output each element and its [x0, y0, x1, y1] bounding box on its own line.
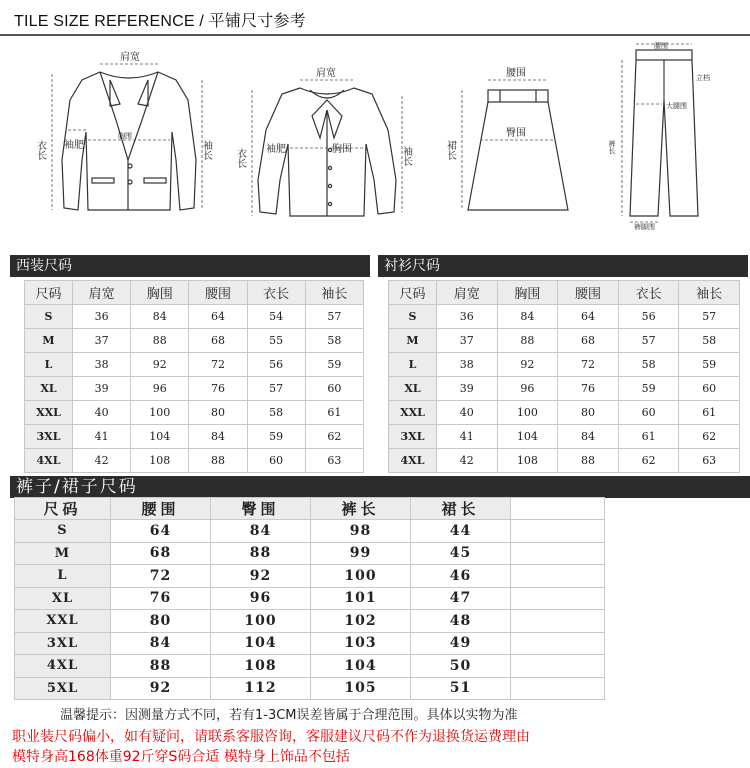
column-header: 尺码 [15, 498, 111, 520]
value-cell: 50 [411, 655, 511, 678]
shirt-length-label: 衣长 [234, 148, 246, 168]
size-cell: 3XL [389, 425, 437, 449]
size-cell: XXL [389, 401, 437, 425]
value-cell: 45 [411, 542, 511, 565]
pants-thigh-label: 大腿围 [666, 102, 687, 110]
pants-illustration [600, 40, 730, 230]
blazer-length-label: 衣长 [34, 140, 46, 160]
value-cell: 84 [111, 632, 211, 655]
blazer-shoulder-label: 肩宽 [120, 52, 140, 63]
value-cell: 96 [131, 377, 189, 401]
blank-cell [511, 655, 605, 678]
value-cell: 72 [558, 353, 619, 377]
table-row [389, 329, 740, 353]
value-cell: 76 [111, 587, 211, 610]
column-header: 袖长 [305, 281, 363, 305]
table-row [15, 542, 605, 565]
shirt-table-title: 衬衫尺码 [378, 255, 748, 277]
value-cell: 84 [558, 425, 619, 449]
table-row [389, 401, 740, 425]
value-cell: 112 [211, 677, 311, 700]
table-header-row [25, 281, 364, 305]
value-cell: 88 [497, 329, 558, 353]
size-cell: 5XL [15, 677, 111, 700]
size-cell: M [15, 542, 111, 565]
value-cell: 108 [211, 655, 311, 678]
shirt-sleeve-width-label: 袖肥 [266, 144, 286, 155]
value-cell: 62 [679, 425, 740, 449]
table-row [15, 587, 605, 610]
value-cell: 41 [73, 425, 131, 449]
shirt-chest-label: 胸围 [332, 144, 352, 155]
column-header: 臀围 [211, 498, 311, 520]
value-cell: 59 [247, 425, 305, 449]
suit-table-body [25, 305, 364, 473]
pants-rise-label: 立档 [696, 74, 710, 82]
value-cell: 36 [437, 305, 498, 329]
size-cell: M [389, 329, 437, 353]
value-cell: 108 [497, 449, 558, 473]
value-cell: 63 [679, 449, 740, 473]
size-cell: S [25, 305, 73, 329]
pants-table-body [15, 520, 605, 700]
value-cell: 49 [411, 632, 511, 655]
column-header: 裙长 [411, 498, 511, 520]
column-header: 尺码 [389, 281, 437, 305]
value-cell: 68 [111, 542, 211, 565]
table-row [25, 305, 364, 329]
tip-note: 温馨提示：因测量方式不同，若有1-3CM误差皆属于合理范围。具体以实物为准 [60, 708, 518, 723]
value-cell: 60 [305, 377, 363, 401]
size-cell: 3XL [25, 425, 73, 449]
table-row [15, 565, 605, 588]
value-cell: 58 [618, 353, 679, 377]
size-cell: XL [25, 377, 73, 401]
column-header: 尺码 [25, 281, 73, 305]
value-cell: 98 [311, 520, 411, 543]
blazer-illustration [30, 40, 220, 230]
suit-size-table [24, 280, 364, 473]
column-header: 肩宽 [73, 281, 131, 305]
value-cell: 55 [247, 329, 305, 353]
value-cell: 100 [131, 401, 189, 425]
pants-waist-label: 腰围 [654, 42, 668, 50]
value-cell: 72 [189, 353, 247, 377]
shirt-sleeve-length-label: 袖长 [400, 146, 412, 166]
blazer-sleeve-length-label: 袖长 [200, 140, 212, 160]
value-cell: 38 [437, 353, 498, 377]
value-cell: 58 [247, 401, 305, 425]
blazer-drawing [30, 40, 220, 230]
table-row [389, 449, 740, 473]
value-cell: 48 [411, 610, 511, 633]
value-cell: 61 [679, 401, 740, 425]
skirt-drawing [440, 40, 590, 230]
page-title: TILE SIZE REFERENCE / 平铺尺寸参考 [14, 13, 306, 30]
column-header: 裤长 [311, 498, 411, 520]
size-cell: 4XL [25, 449, 73, 473]
value-cell: 84 [497, 305, 558, 329]
value-cell: 39 [437, 377, 498, 401]
blazer-chest-label: 胸围 [118, 132, 132, 140]
blank-cell [511, 565, 605, 588]
value-cell: 61 [305, 401, 363, 425]
value-cell: 104 [311, 655, 411, 678]
value-cell: 58 [679, 329, 740, 353]
value-cell: 56 [247, 353, 305, 377]
column-header: 腰围 [189, 281, 247, 305]
shirt-drawing [230, 40, 420, 230]
value-cell: 101 [311, 587, 411, 610]
value-cell: 62 [305, 425, 363, 449]
blank-cell [511, 542, 605, 565]
value-cell: 100 [497, 401, 558, 425]
pants-table-header [15, 498, 605, 520]
value-cell: 38 [73, 353, 131, 377]
size-cell: L [25, 353, 73, 377]
value-cell: 57 [618, 329, 679, 353]
value-cell: 68 [558, 329, 619, 353]
value-cell: 41 [437, 425, 498, 449]
value-cell: 92 [131, 353, 189, 377]
value-cell: 42 [437, 449, 498, 473]
table-row [389, 353, 740, 377]
value-cell: 59 [618, 377, 679, 401]
table-header-row [15, 498, 605, 520]
pants-length-label: 裤长 [608, 140, 616, 154]
value-cell: 100 [211, 610, 311, 633]
value-cell: 68 [189, 329, 247, 353]
value-cell: 54 [247, 305, 305, 329]
value-cell: 88 [111, 655, 211, 678]
pants-size-table [14, 497, 605, 700]
blank-column-header [511, 498, 605, 520]
value-cell: 104 [211, 632, 311, 655]
value-cell: 84 [189, 425, 247, 449]
header-divider [0, 34, 750, 36]
value-cell: 59 [305, 353, 363, 377]
value-cell: 40 [73, 401, 131, 425]
value-cell: 92 [111, 677, 211, 700]
value-cell: 47 [411, 587, 511, 610]
size-cell: XXL [25, 401, 73, 425]
shirt-table-header [389, 281, 740, 305]
column-header: 腰围 [558, 281, 619, 305]
column-header: 肩宽 [437, 281, 498, 305]
table-row [25, 329, 364, 353]
skirt-waist-label: 腰围 [506, 68, 526, 79]
table-row [389, 377, 740, 401]
size-cell: L [389, 353, 437, 377]
value-cell: 76 [189, 377, 247, 401]
value-cell: 57 [305, 305, 363, 329]
value-cell: 99 [311, 542, 411, 565]
value-cell: 46 [411, 565, 511, 588]
skirt-length-label: 裙长 [444, 140, 456, 160]
table-row [15, 677, 605, 700]
suit-table-title: 西装尺码 [10, 255, 370, 277]
value-cell: 60 [247, 449, 305, 473]
value-cell: 62 [618, 449, 679, 473]
value-cell: 63 [305, 449, 363, 473]
table-row [389, 305, 740, 329]
size-cell: XL [389, 377, 437, 401]
suit-table-header [25, 281, 364, 305]
value-cell: 76 [558, 377, 619, 401]
blank-cell [511, 610, 605, 633]
shirt-illustration [230, 40, 420, 230]
value-cell: 37 [73, 329, 131, 353]
value-cell: 80 [558, 401, 619, 425]
value-cell: 64 [189, 305, 247, 329]
table-row [25, 425, 364, 449]
size-cell: M [25, 329, 73, 353]
blank-cell [511, 632, 605, 655]
column-header: 衣长 [247, 281, 305, 305]
table-row [15, 610, 605, 633]
table-row [15, 520, 605, 543]
value-cell: 92 [211, 565, 311, 588]
value-cell: 96 [211, 587, 311, 610]
table-row [25, 353, 364, 377]
value-cell: 105 [311, 677, 411, 700]
value-cell: 51 [411, 677, 511, 700]
shirt-size-table [388, 280, 740, 473]
table-row [25, 449, 364, 473]
value-cell: 108 [131, 449, 189, 473]
blank-cell [511, 677, 605, 700]
size-cell: 4XL [389, 449, 437, 473]
value-cell: 40 [437, 401, 498, 425]
pants-table-title: 裤子/裙子尺码 [10, 476, 750, 498]
column-header: 袖长 [679, 281, 740, 305]
value-cell: 88 [558, 449, 619, 473]
value-cell: 102 [311, 610, 411, 633]
size-cell: 3XL [15, 632, 111, 655]
size-cell: S [15, 520, 111, 543]
size-cell: 4XL [15, 655, 111, 678]
blazer-sleeve-width-label: 袖肥 [64, 140, 84, 151]
column-header: 衣长 [618, 281, 679, 305]
size-cell: XL [15, 587, 111, 610]
pants-drawing [600, 40, 730, 230]
warning-note-1: 职业装尺码偏小，如有疑问，请联系客服咨询，客服建议尺码不作为退换货运费理由 [12, 729, 530, 745]
blank-cell [511, 520, 605, 543]
value-cell: 88 [131, 329, 189, 353]
value-cell: 80 [189, 401, 247, 425]
value-cell: 64 [558, 305, 619, 329]
value-cell: 96 [497, 377, 558, 401]
value-cell: 36 [73, 305, 131, 329]
table-header-row [389, 281, 740, 305]
value-cell: 84 [211, 520, 311, 543]
value-cell: 60 [679, 377, 740, 401]
table-row [25, 401, 364, 425]
table-row [15, 632, 605, 655]
value-cell: 61 [618, 425, 679, 449]
value-cell: 56 [618, 305, 679, 329]
value-cell: 58 [305, 329, 363, 353]
page-header [0, 0, 750, 36]
value-cell: 103 [311, 632, 411, 655]
pants-hem-label: 裤脚围 [634, 223, 655, 230]
skirt-hip-label: 臀围 [506, 128, 526, 139]
value-cell: 37 [437, 329, 498, 353]
table-row [25, 377, 364, 401]
column-header: 腰围 [111, 498, 211, 520]
value-cell: 72 [111, 565, 211, 588]
blank-cell [511, 587, 605, 610]
value-cell: 39 [73, 377, 131, 401]
value-cell: 44 [411, 520, 511, 543]
column-header: 胸围 [131, 281, 189, 305]
value-cell: 80 [111, 610, 211, 633]
value-cell: 42 [73, 449, 131, 473]
table-row [389, 425, 740, 449]
value-cell: 88 [189, 449, 247, 473]
size-cell: L [15, 565, 111, 588]
column-header: 胸围 [497, 281, 558, 305]
value-cell: 88 [211, 542, 311, 565]
size-cell: S [389, 305, 437, 329]
value-cell: 104 [497, 425, 558, 449]
size-cell: XXL [15, 610, 111, 633]
table-row [15, 655, 605, 678]
value-cell: 64 [111, 520, 211, 543]
value-cell: 60 [618, 401, 679, 425]
value-cell: 104 [131, 425, 189, 449]
skirt-illustration [440, 40, 590, 230]
value-cell: 59 [679, 353, 740, 377]
warning-note-2: 模特身高168体重92斤穿S码合适 模特身上饰品不包括 [12, 749, 350, 765]
shirt-table-body [389, 305, 740, 473]
value-cell: 57 [679, 305, 740, 329]
value-cell: 84 [131, 305, 189, 329]
value-cell: 92 [497, 353, 558, 377]
shirt-shoulder-label: 肩宽 [316, 68, 336, 79]
value-cell: 57 [247, 377, 305, 401]
value-cell: 100 [311, 565, 411, 588]
